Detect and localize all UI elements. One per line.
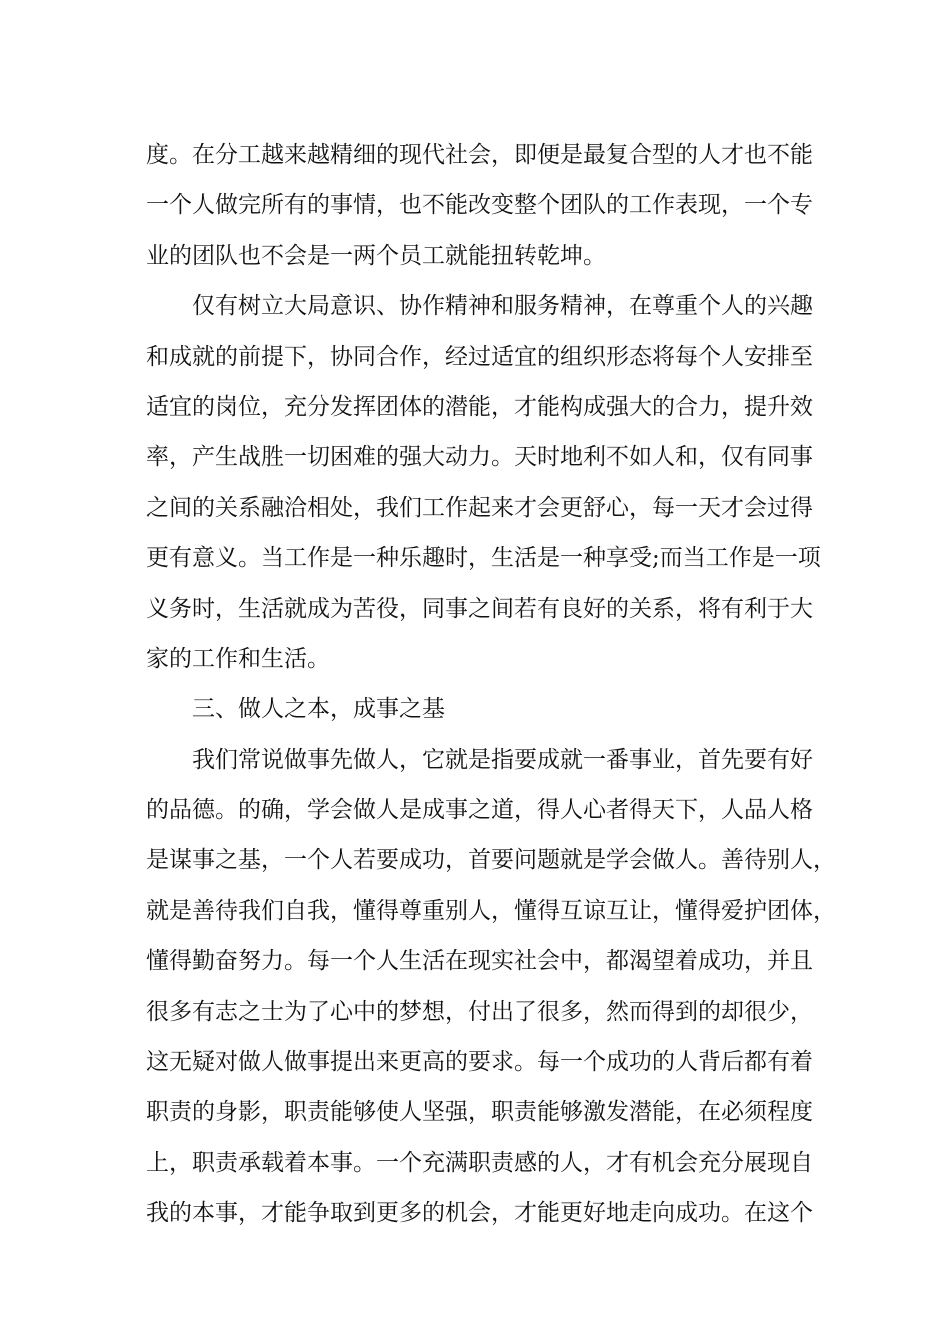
text-line: 之间的关系融洽相处，我们工作起来才会更舒心，每一天才会过得: [146, 494, 813, 521]
text-line: 适宜的岗位，充分发挥团体的潜能，才能构成强大的合力，提升效: [146, 393, 813, 420]
text-line: 仅有树立大局意识、协作精神和服务精神，在尊重个人的兴趣: [192, 293, 813, 320]
text-line: 一个人做完所有的事情，也不能改变整个团队的工作表现，一个专: [146, 192, 813, 219]
text-line: 我的本事，才能争取到更多的机会，才能更好地走向成功。在这个: [146, 1200, 813, 1227]
text-line: 的品德。的确，学会做人是成事之道，得人心者得天下，人品人格: [146, 797, 813, 824]
body-text: [146, 130, 836, 1239]
text-line: 上，职责承载着本事。一个充满职责感的人，才有机会充分展现自: [146, 1149, 813, 1176]
text-line: 更有意义。当工作是一种乐趣时，生活是一种享受;而当工作是一项: [146, 545, 821, 572]
text-line: 义务时，生活就成为苦役，同事之间若有良好的关系，将有利于大: [146, 595, 813, 622]
text-line: 业的团队也不会是一两个员工就能扭转乾坤。: [146, 242, 606, 269]
text-line: 就是善待我们自我，懂得尊重别人，懂得互谅互让，懂得爱护团体，: [146, 897, 836, 924]
text-line: 职责的身影，职责能够使人坚强，职责能够激发潜能，在必须程度: [146, 1099, 813, 1126]
text-line: 率，产生战胜一切困难的强大动力。天时地利不如人和，仅有同事: [146, 444, 813, 471]
text-line: 懂得勤奋努力。每一个人生活在现实社会中，都渴望着成功，并且: [146, 948, 813, 975]
text-line: 度。在分工越来越精细的现代社会，即便是最复合型的人才也不能: [146, 142, 813, 168]
text-line: 很多有志之士为了心中的梦想，付出了很多，然而得到的却很少，: [146, 998, 813, 1025]
text-line: 是谋事之基，一个人若要成功，首要问题就是学会做人。善待别人，: [146, 847, 836, 874]
section-heading: 三、做人之本，成事之基: [192, 696, 445, 723]
text-line: 家的工作和生活。: [146, 645, 330, 672]
text-line: 这无疑对做人做事提出来更高的要求。每一个成功的人背后都有着: [146, 1049, 813, 1076]
text-line: 我们常说做事先做人，它就是指要成就一番事业，首先要有好: [192, 746, 813, 773]
text-line: 和成就的前提下，协同合作，经过适宜的组织形态将每个人安排至: [146, 343, 813, 370]
